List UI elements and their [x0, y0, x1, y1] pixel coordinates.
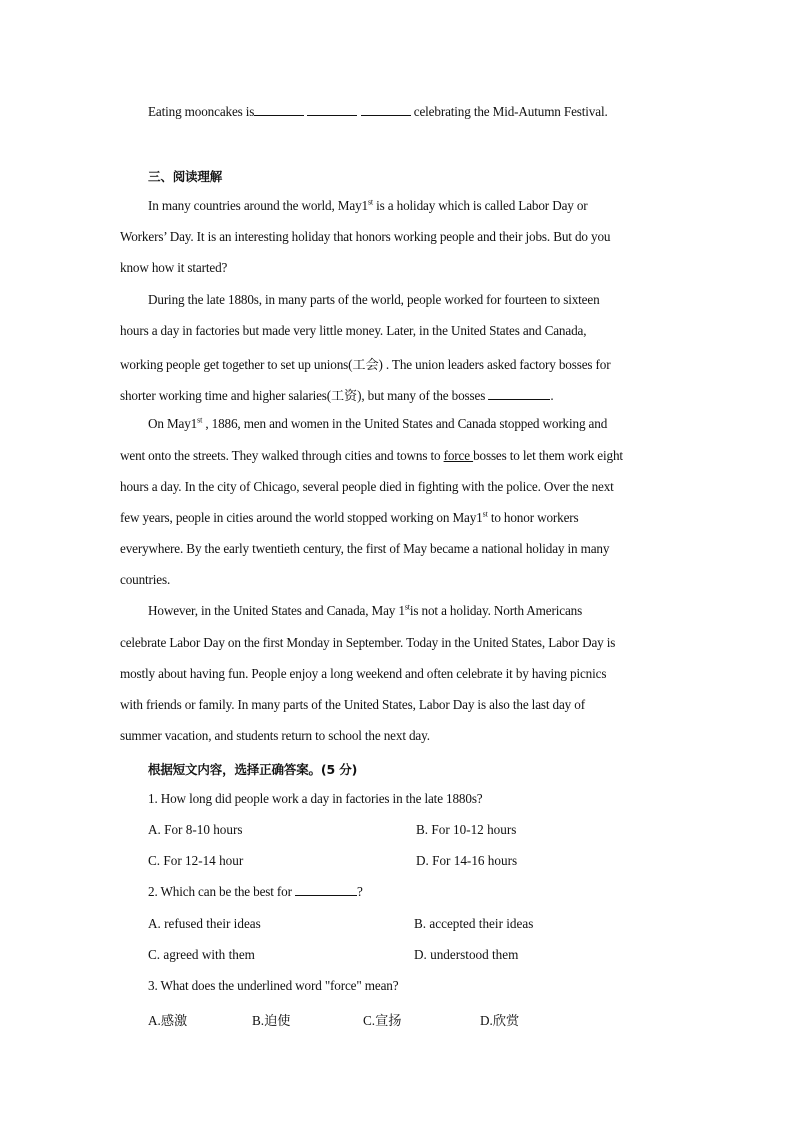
passage-line: celebrate Labor Day on the first Monday in September. Today in the United States, Labor Day is — [120, 635, 616, 650]
question-stem: 2. Which can be the best for ? — [148, 884, 363, 899]
passage-line: Workers’ Day. It is an interesting holiday that honors working people and their jobs. But do you — [120, 229, 611, 244]
passage-line: everywhere. By the early twentieth century, the first of May became a national holiday in many — [120, 541, 610, 556]
option-b: B. For 10-12 hours — [416, 822, 517, 837]
section-title: 三、阅读理解 — [148, 169, 223, 184]
answer-blank — [254, 104, 304, 116]
passage-line: In many countries around the world, May1st is a holiday which is called Labor Day or — [148, 197, 588, 213]
passage-line: working people get together to set up unions(工会) . The union leaders asked factory bosses for — [120, 357, 611, 372]
passage-line: However, in the United States and Canada, May 1stis not a holiday. North Americans — [148, 602, 583, 618]
instructions: 根据短文内容，选择正确答案。(5 分) — [148, 762, 358, 777]
option-d: D. For 14-16 hours — [416, 853, 518, 868]
option-a: A. refused their ideas — [148, 916, 261, 931]
option-a: A. For 8-10 hours — [148, 822, 243, 837]
option-c: C. For 12-14 hour — [148, 853, 244, 868]
underlined-word-force: force — [443, 448, 474, 463]
passage-line: went onto the streets. They walked through cities and towns to force bosses to let them work eight — [120, 448, 623, 463]
passage-line: shorter working time and higher salaries(工资), but many of the bosses . — [120, 388, 554, 403]
option-a: A.感激 — [148, 1013, 188, 1028]
passage-line: countries. — [120, 572, 171, 587]
option-c: C.宣扬 — [363, 1013, 402, 1028]
option-d: D. understood them — [414, 947, 519, 962]
answer-blank — [307, 104, 357, 116]
passage-line: During the late 1880s, in many parts of the world, people worked for fourteen to sixteen — [148, 292, 600, 307]
fill-blank-pre: Eating mooncakes is — [148, 104, 255, 119]
question-stem: 1. How long did people work a day in factories in the late 1880s? — [148, 791, 483, 806]
passage-line: know how it started? — [120, 260, 228, 275]
fill-blank-sentence — [148, 104, 708, 120]
option-d: D.欣赏 — [480, 1013, 520, 1028]
answer-blank — [295, 884, 357, 896]
passage-line: with friends or family. In many parts of the United States, Labor Day is also the last day of — [120, 697, 585, 712]
question-stem: 3. What does the underlined word "force" mean? — [148, 978, 399, 993]
answer-blank — [488, 388, 550, 400]
passage-line: summer vacation, and students return to school the next day. — [120, 728, 430, 743]
option-b: B.迫使 — [252, 1013, 291, 1028]
passage-line: few years, people in cities around the world stopped working on May1st to honor workers — [120, 509, 579, 525]
answer-blank — [361, 104, 411, 116]
passage-line: mostly about having fun. People enjoy a long weekend and often celebrate it by having picnics — [120, 666, 607, 681]
passage-line: hours a day. In the city of Chicago, several people died in fighting with the police. Over the next — [120, 479, 614, 494]
option-c: C. agreed with them — [148, 947, 255, 962]
option-b: B. accepted their ideas — [414, 916, 534, 931]
passage-line: On May1st , 1886, men and women in the United States and Canada stopped working and — [148, 415, 608, 431]
fill-blank-post: celebrating the Mid-Autumn Festival. — [413, 104, 608, 119]
passage-line: hours a day in factories but made very little money. Later, in the United States and Canada, — [120, 323, 587, 338]
